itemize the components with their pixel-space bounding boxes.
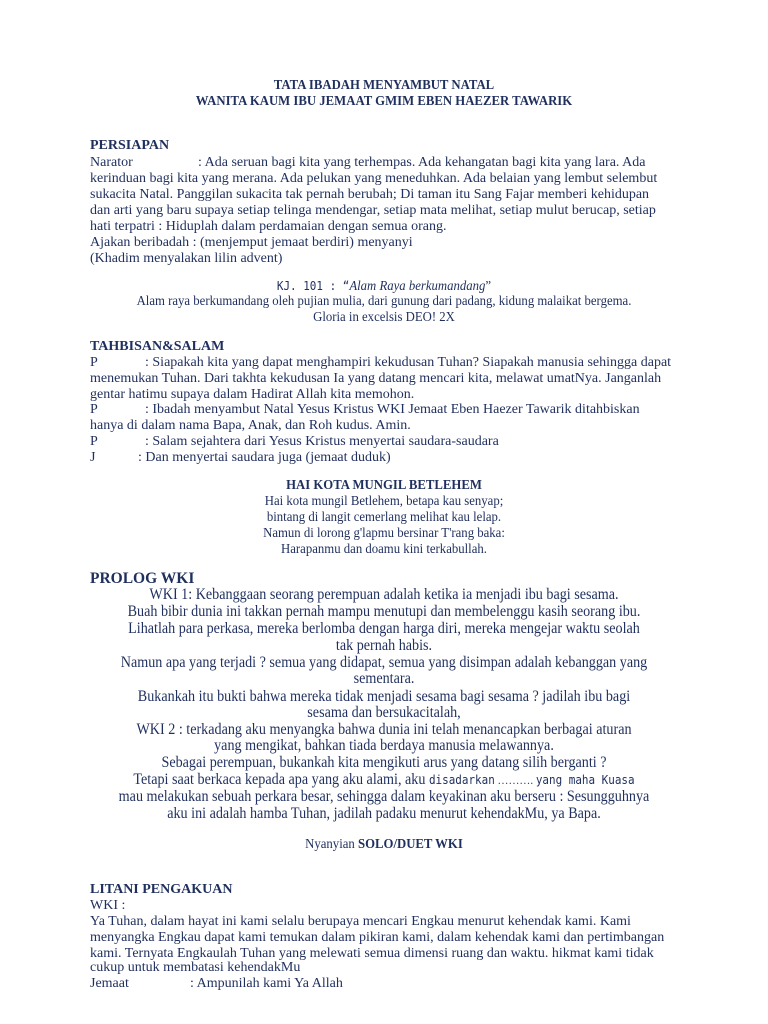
doc-title-line1: TATA IBADAH MENYAMBUT NATAL <box>273 78 495 93</box>
litani-jemaat-label: Jemaat <box>90 976 129 991</box>
prolog-line-8: sesama dan bersukacitalah, <box>307 704 461 721</box>
narator-line-5: hati terpatri : Hiduplah dalam perdamaian dengan semua orang. <box>90 219 447 234</box>
prolog-line-9: WKI 2 : terkadang aku menyangka bahwa dunia ini telah menancapkan berbagai aturan <box>136 721 632 738</box>
prolog-line-11: Sebagai perempuan, bukankah kita mengikuti arus yang datang silih berganti ? <box>161 754 607 771</box>
tahbisan-p2-line-1 <box>90 402 640 418</box>
tahbisan-j-label: J <box>90 450 96 465</box>
tahbisan-j-text: : Dan menyertai saudara juga (jemaat duduk) <box>138 450 391 465</box>
narator-line-4: dan arti yang baru supaya setiap telinga mendengar, setiap mata melihat, setiap mulut berucap, setiap <box>90 203 656 218</box>
prolog-line-12-dots: ………. <box>494 773 536 787</box>
hai-kota-lyric-2: bintang di langit cemerlang melihat kau lelap. <box>266 510 502 525</box>
persiapan-heading: PERSIAPAN <box>90 138 170 153</box>
khadim-note: (Khadim menyalakan lilin advent) <box>90 251 283 266</box>
prolog-heading: PROLOG WKI <box>90 570 195 587</box>
tahbisan-p3-label: P <box>90 434 98 449</box>
hai-kota-heading: HAI KOTA MUNGIL BETLEHEM <box>286 478 482 493</box>
tahbisan-p1-line-1 <box>90 355 671 371</box>
prolog-line-3: Lihatlah para perkasa, mereka berlomba dengan harga diri, mereka mengejar waktu seolah <box>128 620 640 637</box>
litani-line-3: kami. Ternyata Engkaulah Tuhan yang melewati semua dimensi ruang dan waktu. hikmat kami tidak <box>90 946 654 961</box>
tahbisan-p3-line <box>90 434 499 450</box>
prolog-line-13: mau melakukan sebuah perkara besar, sehingga dalam keyakinan aku berseru : Sesungguhnya <box>118 788 650 805</box>
litani-wki-label: WKI : <box>90 898 126 913</box>
prolog-line-2: Buah bibir dunia ini takkan pernah mampu menutupi dan membelenggu kasih seorang ibu. <box>127 603 641 620</box>
litani-jemaat-line <box>90 976 343 992</box>
prolog-line-12-maha-kuasa: yang maha Kuasa <box>535 773 635 787</box>
tahbisan-p2-line-2: hanya di dalam nama Bapa, Anak, dan Roh kudus. Amin. <box>90 418 411 433</box>
kj101-label: KJ. 101 : “ <box>276 279 350 293</box>
litani-jemaat-text: : Ampunilah kami Ya Allah <box>190 976 343 991</box>
tahbisan-p2-label: P <box>90 402 98 417</box>
prolog-line-12-disadarkan: disadarkan <box>428 773 495 787</box>
prolog-line-5: Namun apa yang terjadi ? semua yang didapat, semua yang disimpan adalah kebanggan yang <box>120 654 648 671</box>
litani-heading: LITANI PENGAKUAN <box>90 882 233 897</box>
prolog-line-12-start: Tetapi saat berkaca kepada apa yang aku alami, aku <box>133 771 429 788</box>
litani-line-1: Ya Tuhan, dalam hayat ini kami selalu berupaya mencari Engkau menurut kehendak kami. Kami <box>90 914 631 929</box>
litani-line-4: cukup untuk membatasi kehendakMu <box>90 960 301 975</box>
tahbisan-j-line <box>90 450 391 466</box>
prolog-line-4: tak pernah habis. <box>335 637 433 654</box>
nyanyian-title: SOLO/DUET WKI <box>357 837 463 852</box>
hai-kota-lyric-4: Harapanmu dan doamu kini terkabullah. <box>281 542 487 557</box>
tahbisan-p2-text-1: : Ibadah menyambut Natal Yesus Kristus WKI Jemaat Eben Haezer Tawarik ditahbiskan <box>145 402 640 417</box>
doc-title-line2: WANITA KAUM IBU JEMAAT GMIM EBEN HAEZER TAWARIK <box>195 94 573 109</box>
prolog-line-6: sementara. <box>353 670 415 687</box>
tahbisan-p1-text-1: : Siapakah kita yang dapat menghampiri kekudusan Tuhan? Siapakah manusia sehingga dapat <box>145 355 672 370</box>
tahbisan-heading: TAHBISAN&SALAM <box>90 339 225 354</box>
nyanyian-label: Nyanyian <box>305 837 358 852</box>
prolog-line-14: aku ini adalah hamba Tuhan, jadilah padaku menurut kehendakMu, ya Bapa. <box>167 805 601 822</box>
narator-line-2: kerinduan bagi kita yang merana. Ada pelukan yang meneduhkan. Ada belaian yang lembut selembut <box>90 171 658 186</box>
tahbisan-p3-text: : Salam sejahtera dari Yesus Kristus menyertai saudara-saudara <box>145 434 499 449</box>
narator-label: Narator <box>90 155 133 170</box>
narator-line-1 <box>90 155 645 171</box>
kj101-song-title: Alam Raya berkumandang <box>349 279 486 294</box>
narator-text-1: : Ada seruan bagi kita yang terhempas. Ada kehangatan bagi kita yang lara. Ada <box>198 155 646 170</box>
kj101-lyric-1: Alam raya berkumandang oleh pujian mulia, dari gunung dari padang, kidung malaikat bergema. <box>136 294 632 309</box>
tahbisan-p1-line-3: gentar hatimu supaya dalam Hadirat Allah kita memohon. <box>90 387 415 402</box>
kj101-lyric-2: Gloria in excelsis DEO! 2X <box>313 310 455 325</box>
prolog-line-10: yang mengikat, bahkan tiada berdaya manusia melawannya. <box>214 737 554 754</box>
kj101-close-quote: ” <box>485 279 492 294</box>
ajakan-beribadah: Ajakan beribadah : (menjemput jemaat berdiri) menyanyi <box>90 235 413 250</box>
prolog-line-1: WKI 1: Kebanggaan seorang perempuan adalah ketika ia menjadi ibu bagi sesama. <box>149 586 619 603</box>
kj101-title <box>34 278 734 295</box>
hai-kota-lyric-1: Hai kota mungil Betlehem, betapa kau senyap; <box>264 494 504 509</box>
prolog-line-7: Bukankah itu bukti bahwa mereka tidak menjadi sesama bagi sesama ? jadilah ibu bagi <box>137 688 631 705</box>
nyanyian-line <box>34 837 734 853</box>
hai-kota-lyric-3: Namun di lorong g'lapmu bersinar T'rang baka: <box>263 526 505 541</box>
narator-line-3: sukacita Natal. Panggilan sukacita tak pernah berubah; Di taman itu Sang Fajar memberi kehidupan <box>90 187 650 202</box>
litani-line-2: menyangka Engkau dapat kami temukan dalam pikiran kami, dalam kehendak kami dan pertimbangan <box>90 930 665 945</box>
tahbisan-p1-label: P <box>90 355 98 370</box>
prolog-line-12 <box>34 771 734 789</box>
tahbisan-p1-line-2: menemukan Tuhan. Dari takhta kekudusan Ia yang datang mencari kita, melawat umatNya. Janganlah <box>90 371 662 386</box>
